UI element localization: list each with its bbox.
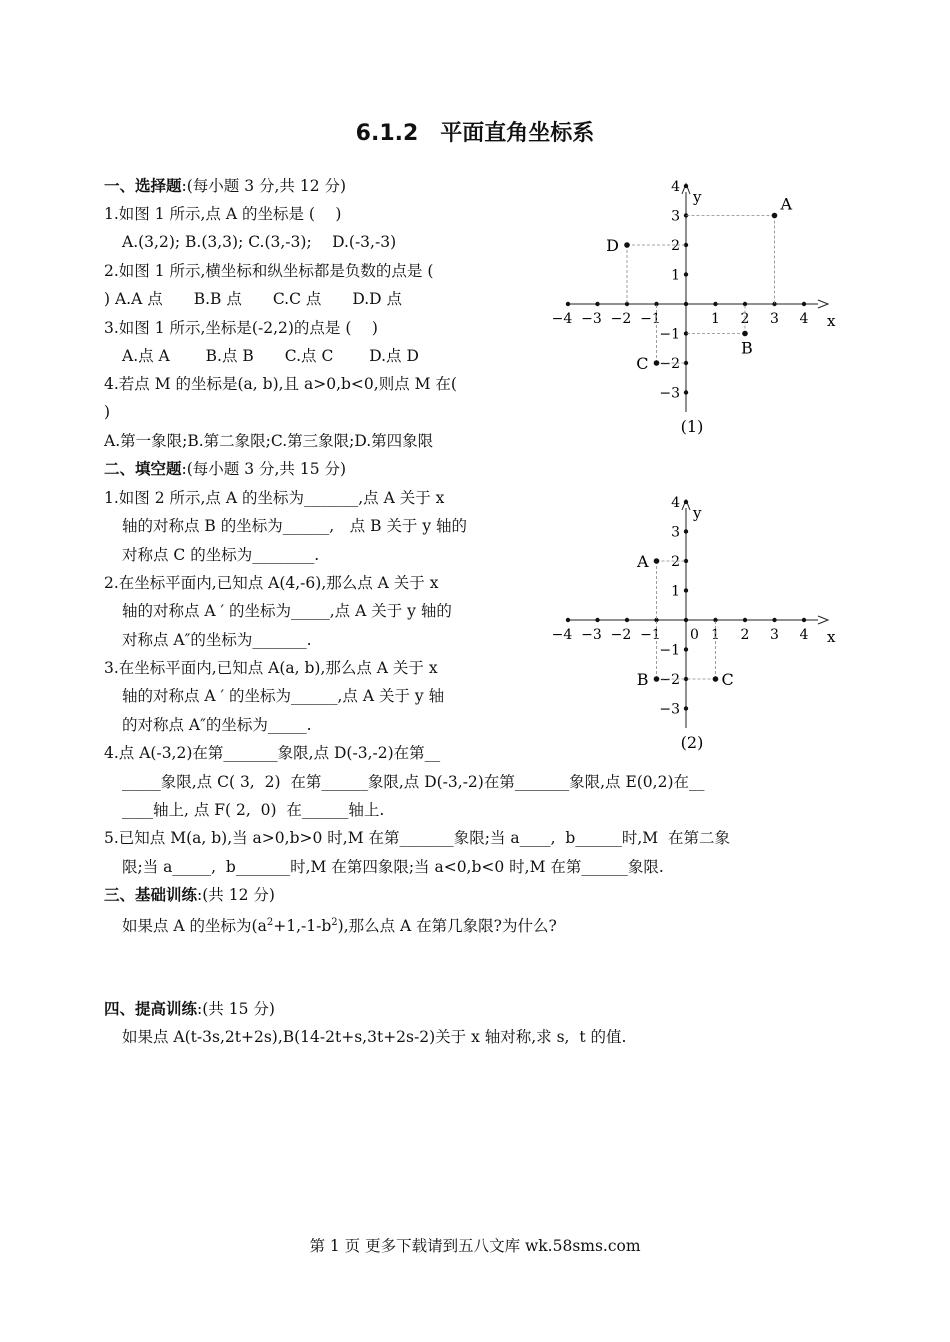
basic-question-part: ),那么点 A 在第几象限?为什么? (337, 917, 557, 936)
fig2-x-tick-dot (566, 618, 570, 622)
fig1-caption: (1) (680, 417, 704, 436)
fig2-point-label-A: A (636, 552, 649, 571)
fig1-point-A (772, 213, 778, 219)
fig1-y-axis-label: y (693, 188, 702, 206)
fig1-x-tick-label: −3 (581, 311, 602, 327)
basic-question-part: 如果点 A 的坐标为(a (122, 917, 267, 936)
section-4-note: :(共 15 分) (197, 1000, 275, 1018)
fig1-x-tick-dot (802, 302, 806, 306)
fill-q5-line1: 5.已知点 M(a, b),当 a>0,b>0 时,M 在第_______象限;当 a____, b______时,M 在第二象 (104, 829, 730, 847)
fill-q3-line3: 的对称点 A″的坐标为_____. (122, 716, 312, 734)
fig1-x-tick-label: −1 (640, 311, 661, 327)
fig1-x-tick-label: 2 (740, 311, 750, 327)
section-3-header (104, 885, 275, 905)
fill-q3-line1: 3.在坐标平面内,已知点 A(a, b),那么点 A 关于 x (104, 659, 438, 677)
fig1-x-tick-label: 1 (711, 311, 720, 327)
fig2-x-tick-label: 3 (770, 627, 779, 643)
section-2-header (104, 459, 346, 479)
fig2-y-tick-label: 1 (671, 583, 680, 600)
fig2-point-B (654, 676, 660, 682)
fig1-x-tick-dot (566, 302, 570, 306)
fig2-point-label-B: B (636, 670, 649, 689)
fig1-y-tick-label: 3 (671, 208, 680, 225)
fig1-y-tick-label: 4 (671, 179, 680, 195)
fill-q3-line2: 轴的对称点 A ′ 的坐标为______,点 A 关于 y 轴 (122, 687, 445, 705)
fig2-x-arrow (818, 616, 828, 624)
choice-q2-line1: 2.如图 1 所示,横坐标和纵坐标都是负数的点是 ( (104, 262, 434, 280)
fig2-y-tick-label: 4 (671, 495, 680, 511)
section-3-note: :(共 12 分) (197, 886, 275, 904)
fig2-x-tick-dot (595, 618, 599, 622)
fig1-y-tick-dot (684, 390, 688, 394)
fig2-x-tick-label: −2 (610, 627, 632, 643)
fig1-y-tick-dot (684, 272, 688, 276)
fig2-x-tick-label: −1 (640, 627, 661, 643)
page-footer: 第 1 页 更多下载请到五八文库 wk.58sms.com (309, 1237, 641, 1255)
fig2-y-tick-dot (684, 588, 688, 592)
fig2-origin-dot (684, 618, 688, 622)
advanced-question: 如果点 A(t-3s,2t+2s),B(14-2t+s,3t+2s-2)关于 x 轴对称,求 s, t 的值. (122, 1028, 627, 1046)
page-title: 6.1.2 平面直角坐标系 (355, 121, 595, 146)
fig1-y-tick-label: 1 (671, 267, 680, 284)
fig2-y-tick-label: −3 (659, 701, 680, 718)
fig1-y-tick-dot (684, 184, 688, 188)
fig1-x-axis-label: x (827, 312, 836, 330)
fill-q2-line2: 轴的对称点 A ′ 的坐标为_____,点 A 关于 y 轴的 (122, 602, 452, 620)
fill-q1-line2: 轴的对称点 B 的坐标为______, 点 B 关于 y 轴的 (122, 517, 468, 535)
section-4-title: 四、提高训练 (104, 1000, 198, 1018)
fig2-x-tick-label: −4 (551, 627, 573, 643)
section-1-note: :(每小题 3 分,共 12 分) (181, 177, 347, 195)
choice-q1-options: A.(3,2); B.(3,3); C.(3,-3); D.(-3,-3) (122, 233, 397, 251)
fig2-x-tick-label: −3 (581, 627, 602, 643)
choice-q3-options: A.点 A B.点 B C.点 C D.点 D (122, 347, 419, 365)
fig2-y-tick-dot (684, 529, 688, 533)
basic-question-superscript: 2 (266, 917, 274, 928)
section-4-header (104, 999, 275, 1019)
fill-q4-line3: ____轴上, 点 F( 2, 0) 在______轴上. (122, 801, 385, 819)
fig1-x-arrow (818, 300, 828, 308)
fig1-x-tick-dot (713, 302, 717, 306)
section-3-title: 三、基础训练 (104, 886, 198, 904)
fig2-x-tick-dot (772, 618, 776, 622)
fig1-point-C (654, 360, 660, 366)
basic-question-superscript: 2 (331, 917, 338, 928)
basic-question-part: +1,-1-b (273, 917, 332, 936)
choice-q4-line1: 4.若点 M 的坐标是(a, b),且 a>0,b<0,则点 M 在( (104, 375, 457, 393)
fig2-x-tick-dot (743, 618, 747, 622)
fig1-x-tick-label: −4 (551, 311, 573, 327)
coordinate-figure-1 (550, 176, 850, 446)
fig2-y-tick-label: 3 (671, 524, 680, 541)
section-1-header (104, 176, 346, 196)
fig2-y-axis-label: y (693, 504, 702, 522)
fig1-point-label-B: B (741, 338, 753, 358)
fig2-x-tick-label: 4 (799, 627, 809, 643)
fig2-point-A (654, 558, 660, 564)
section-1-title: 一、选择题 (104, 177, 182, 195)
fig2-y-tick-label: −2 (659, 672, 680, 688)
coordinate-figure-2 (550, 492, 850, 762)
choice-q2-line2: ) A.A 点 B.B 点 C.C 点 D.D 点 (104, 290, 403, 308)
fig2-point-C (713, 676, 719, 682)
fig1-x-tick-label: −2 (610, 311, 632, 327)
fill-q5-line2: 限;当 a_____, b_______时,M 在第四象限;当 a<0,b<0 时,M 在第______象限. (122, 858, 664, 876)
fill-q2-line3: 对称点 A″的坐标为_______. (122, 631, 312, 649)
fig1-y-tick-label: −2 (659, 356, 680, 372)
fig1-point-label-A: A (780, 194, 793, 214)
fig1-point-D (624, 242, 630, 248)
fig2-x-tick-dot (625, 618, 629, 622)
fig1-x-tick-dot (595, 302, 599, 306)
choice-q1: 1.如图 1 所示,点 A 的坐标是 ( ) (104, 205, 342, 223)
fig1-y-tick-label: −3 (659, 385, 680, 402)
fig1-x-tick-label: 3 (770, 311, 779, 327)
fig1-point-label-D: D (606, 236, 619, 255)
fill-q1-line3: 对称点 C 的坐标为________. (122, 546, 320, 564)
fig2-x-tick-label: 1 (711, 627, 720, 643)
fill-q4-line1: 4.点 A(-3,2)在第_______象限,点 D(-3,-2)在第__ (104, 744, 441, 762)
fig2-caption: (2) (680, 733, 704, 752)
fig2-y-tick-dot (684, 647, 688, 651)
basic-question (122, 913, 557, 936)
choice-q4-options: A.第一象限;B.第二象限;C.第三象限;D.第四象限 (104, 432, 434, 450)
fill-q4-line2: _____象限,点 C( 3, 2) 在第______象限,点 D(-3,-2)在第_______象限,点 E(0,2)在__ (122, 773, 705, 791)
fig2-y-tick-label: −1 (659, 642, 680, 659)
fig2-origin-label: 0 (690, 627, 699, 643)
fig1-y-tick-label: 2 (671, 238, 680, 254)
fig2-y-tick-label: 2 (671, 554, 680, 570)
fig1-point-B (742, 331, 748, 337)
fig1-point-label-C: C (636, 354, 649, 373)
section-2-note: :(每小题 3 分,共 15 分) (181, 460, 347, 478)
choice-q3: 3.如图 1 所示,坐标是(-2,2)的点是 ( ) (104, 319, 378, 337)
fill-q1-line1: 1.如图 2 所示,点 A 的坐标为_______,点 A 关于 x (104, 489, 445, 507)
fig2-x-tick-label: 2 (740, 627, 750, 643)
choice-q4-line2: ) (104, 403, 111, 421)
fill-q2-line1: 2.在坐标平面内,已知点 A(4,-6),那么点 A 关于 x (104, 574, 439, 592)
fig2-y-tick-dot (684, 500, 688, 504)
fig2-x-axis-label: x (827, 628, 836, 646)
fig1-x-tick-label: 4 (799, 311, 809, 327)
fig2-point-label-C: C (721, 670, 734, 689)
section-2-title: 二、填空题 (104, 460, 182, 478)
fig1-origin-dot (684, 302, 688, 306)
fig2-y-tick-dot (684, 706, 688, 710)
fig1-y-tick-label: −1 (659, 326, 680, 343)
fig2-x-tick-dot (802, 618, 806, 622)
